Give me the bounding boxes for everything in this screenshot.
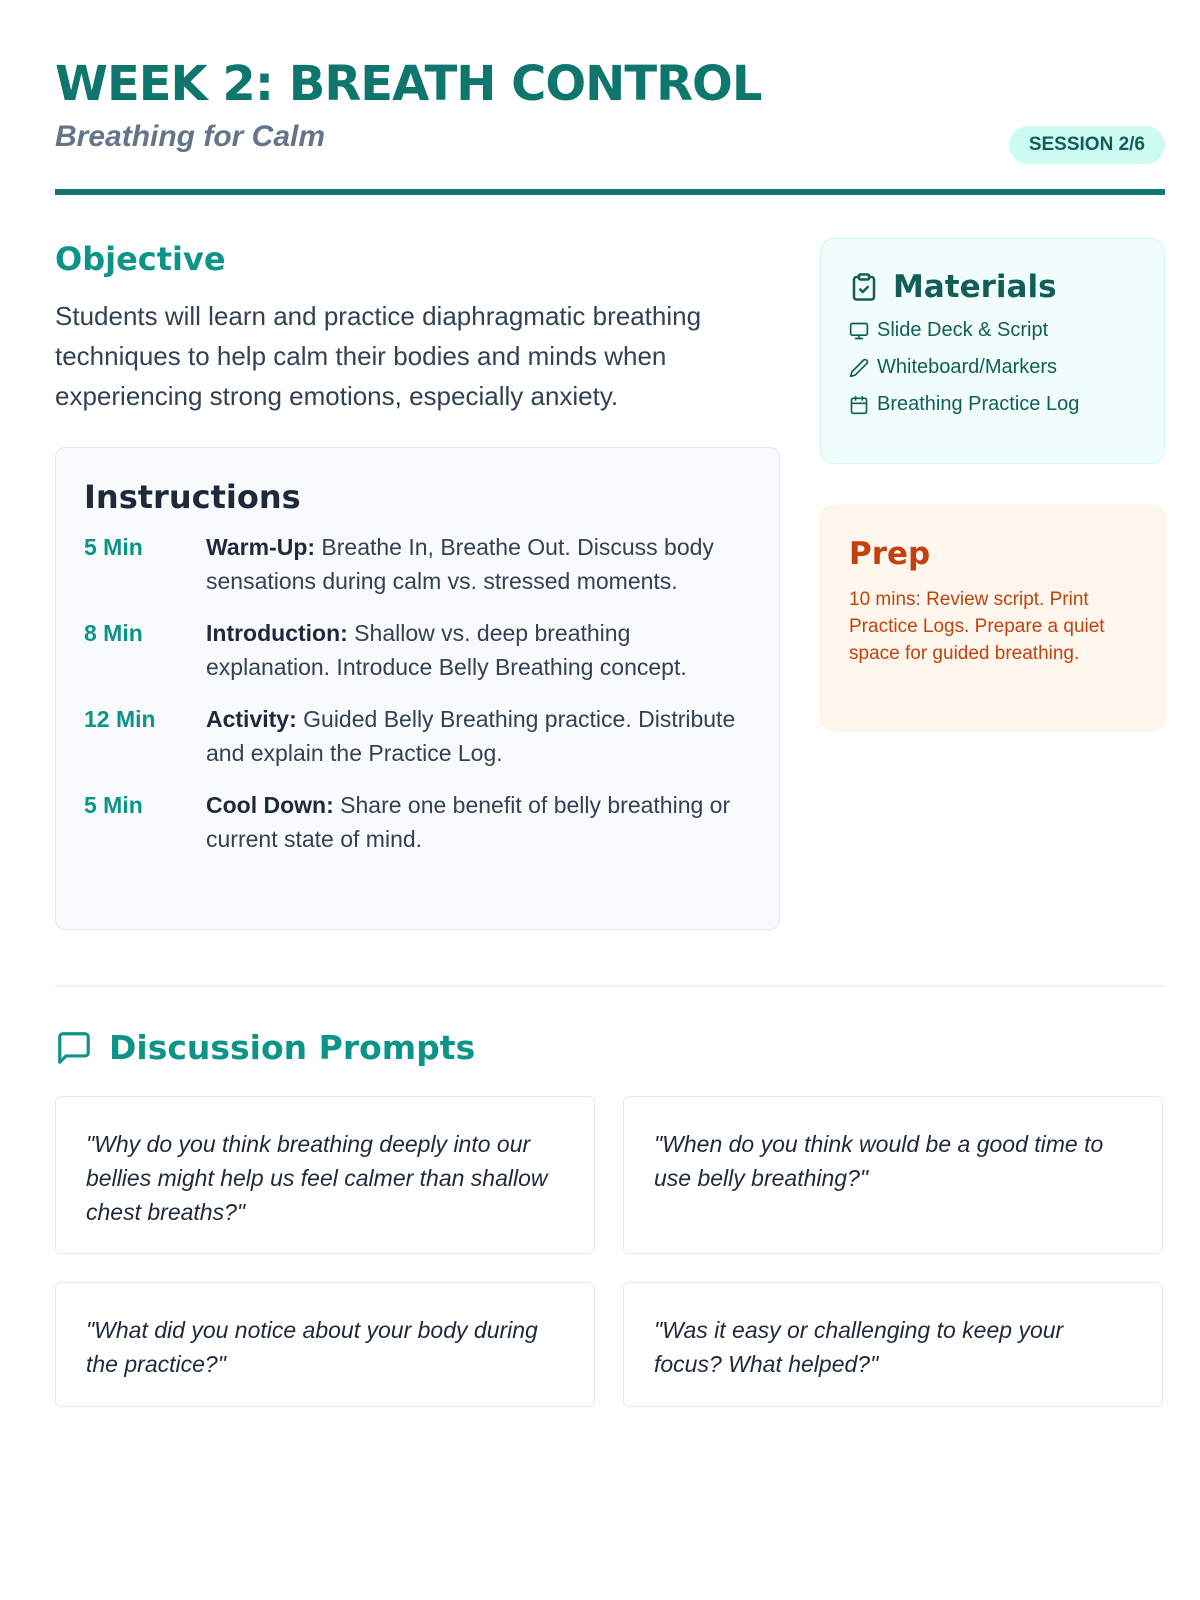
clipboard-check-icon (849, 271, 879, 303)
step-body (206, 788, 751, 856)
instruction-step (84, 702, 751, 770)
materials-item-label: Breathing Practice Log (877, 393, 1080, 415)
page-subtitle: Breathing for Calm (55, 120, 326, 153)
discussion-header (55, 1028, 475, 1067)
instruction-step (84, 530, 751, 598)
materials-item (849, 356, 1136, 379)
materials-heading: Materials (893, 269, 1057, 305)
step-time: 5 Min (84, 792, 143, 818)
pencil-icon (849, 358, 869, 378)
step-text: Share one benefit of belly breathing or current state of mind. (206, 792, 731, 852)
objective-text: Students will learn and practice diaphragmatic breathing techniques to help calm their bodies and minds when experiencing strong emotions, especially anxiety. (55, 301, 702, 411)
instruction-step (84, 616, 751, 684)
step-label: Cool Down: (206, 792, 334, 818)
discussion-heading: Discussion Prompts (109, 1028, 476, 1067)
materials-item-label: Slide Deck & Script (877, 319, 1049, 341)
materials-card (820, 238, 1165, 464)
discussion-prompt-card: "When do you think would be a good time to use belly breathing?" (623, 1096, 1163, 1254)
step-time: 12 Min (84, 706, 156, 732)
discussion-prompt-card: "Why do you think breathing deeply into our bellies might help us feel calmer than shallow chest breaths?" (55, 1096, 595, 1254)
instruction-step (84, 788, 751, 856)
materials-item (849, 393, 1136, 416)
prep-text: 10 mins: Review script. Print Practice Logs. Prepare a quiet space for guided breathing. (849, 589, 1105, 664)
step-body (206, 702, 751, 770)
prep-card (820, 505, 1165, 731)
step-time: 8 Min (84, 620, 143, 646)
instructions-heading: Instructions (84, 478, 301, 516)
discussion-prompt-card: "Was it easy or challenging to keep your focus? What helped?" (623, 1282, 1163, 1407)
section-divider (55, 985, 1165, 987)
page-header (55, 50, 1165, 195)
step-text: Guided Belly Breathing practice. Distribute and explain the Practice Log. (206, 706, 736, 766)
step-text: Shallow vs. deep breathing explanation. Introduce Belly Breathing concept. (206, 620, 687, 680)
materials-item-label: Whiteboard/Markers (877, 356, 1058, 378)
page-title: WEEK 2: BREATH CONTROL (55, 56, 762, 112)
step-text: Breathe In, Breathe Out. Discuss body sensations during calm vs. stressed moments. (206, 534, 714, 594)
monitor-icon (849, 321, 869, 341)
prep-heading: Prep (849, 536, 931, 572)
materials-item (849, 319, 1136, 342)
step-label: Introduction: (206, 620, 348, 646)
step-body (206, 530, 751, 598)
step-time: 5 Min (84, 534, 143, 560)
session-badge: SESSION 2/6 (1009, 126, 1165, 164)
objective-heading: Objective (55, 240, 226, 278)
instructions-panel (55, 447, 780, 930)
message-square-icon (55, 1029, 93, 1067)
step-label: Activity: (206, 706, 297, 732)
calendar-icon (849, 395, 869, 415)
discussion-prompt-card: "What did you notice about your body during the practice?" (55, 1282, 595, 1407)
step-label: Warm-Up: (206, 534, 316, 560)
materials-header (849, 269, 1136, 305)
step-body (206, 616, 751, 684)
